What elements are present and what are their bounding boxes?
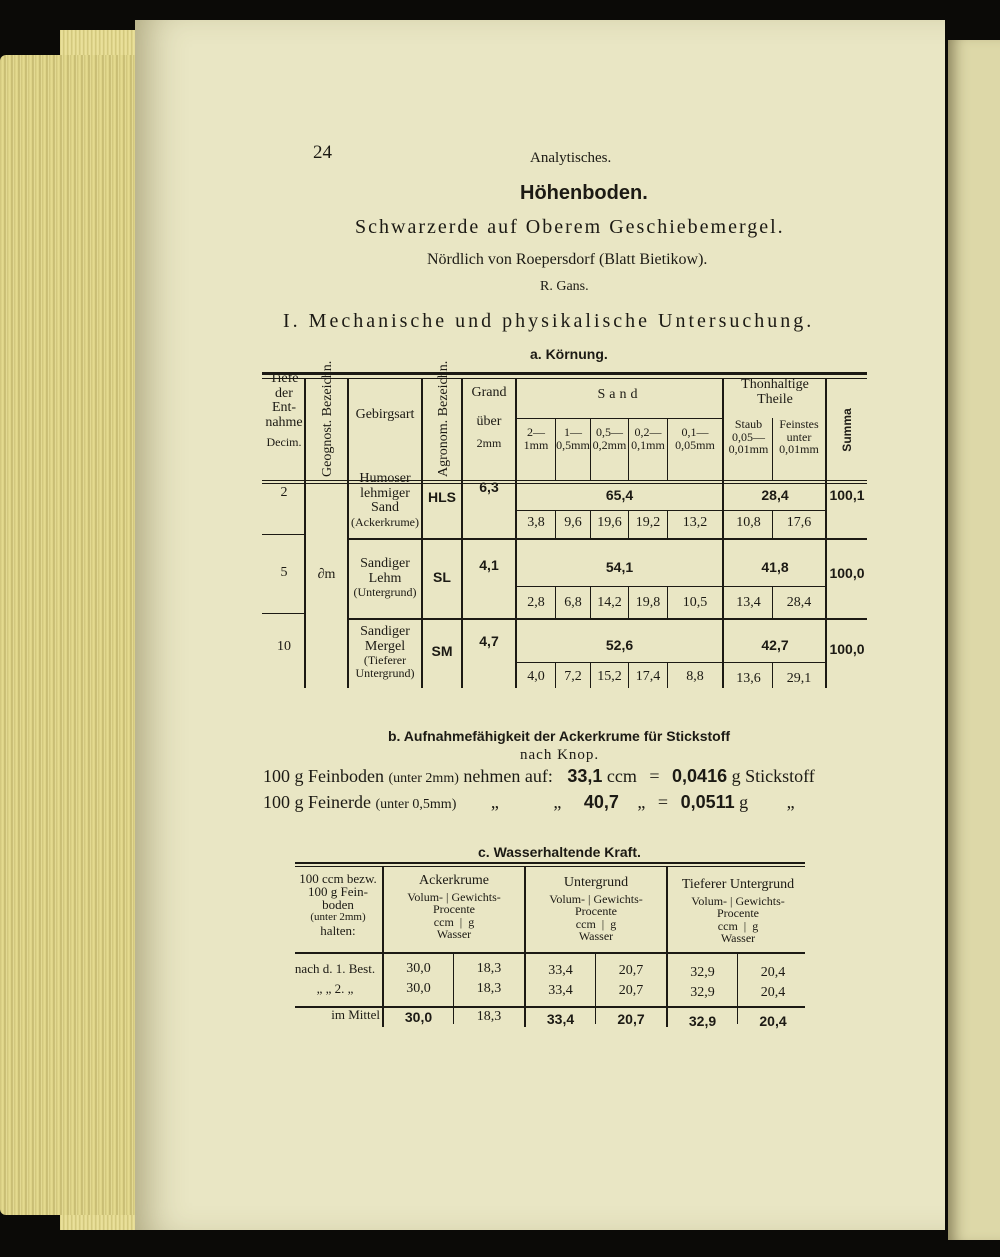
row1-geb-3: Sand xyxy=(371,500,399,516)
line1-h: g Stickstoff xyxy=(731,766,815,786)
row2-summa: 100,0 xyxy=(829,565,865,581)
c-r1-v4: 20,7 xyxy=(618,963,644,978)
row2-geb-1: Sandiger xyxy=(360,556,410,571)
header-sand-col5b: 0,05mm xyxy=(675,437,715,452)
location-line: Nördlich von Roepersdorf (Blatt Bietikow). xyxy=(427,251,708,268)
sub-gew-3: Gewichts- xyxy=(735,893,785,908)
sub-ccm-2: ccm xyxy=(575,916,596,931)
c-r2-v6: 20,4 xyxy=(760,985,786,1000)
running-head: Analytisches. xyxy=(530,150,612,166)
row1-sand-3: 19,6 xyxy=(597,515,622,530)
row2-staub: 13,4 xyxy=(736,595,761,610)
sub-volum-3: Volum- xyxy=(691,893,728,908)
nitrogen-line-2 xyxy=(263,792,795,813)
sub-g-2: g xyxy=(610,916,617,931)
header-tiefe-1: Tiefe xyxy=(269,371,299,386)
sub-volum-1: Volum- xyxy=(407,889,444,904)
row1-geb-2: lehmiger xyxy=(360,485,410,501)
sub-ccm-3: ccm xyxy=(717,918,738,933)
header-feinstes-3: 0,01mm xyxy=(779,442,819,457)
mean-label: im Mittel xyxy=(331,1007,380,1022)
row2-sand-total: 54,1 xyxy=(605,559,634,575)
header-agronom: Agronom. Bezeichn. xyxy=(436,360,451,477)
row2-geb-3: (Untergrund) xyxy=(353,585,417,600)
c-r2-v3: 33,4 xyxy=(548,983,573,998)
line2-c1: „ xyxy=(490,792,499,812)
row2-sand-1: 2,8 xyxy=(527,595,545,610)
table-c-caption: c. Wasserhaltende Kraft. xyxy=(478,844,641,860)
row2-agronom: SL xyxy=(433,569,451,585)
row1-sand-4: 19,2 xyxy=(635,515,661,530)
header-geognost: Geognost. Bezeichn. xyxy=(320,360,335,477)
row2-sand-3: 14,2 xyxy=(597,595,622,610)
analyst-name: R. Gans. xyxy=(540,279,589,294)
row3-geb-1: Sandiger xyxy=(360,624,410,639)
line2-h: g xyxy=(739,792,749,812)
row3-summa: 100,0 xyxy=(829,641,865,657)
section-b-caption: b. Aufnahmefähigkeit der Ackerkrume für Stickstoff xyxy=(388,728,731,744)
book-page-edges xyxy=(0,55,140,1215)
row-label-2: „ „ 2. „ xyxy=(316,981,354,996)
sub-ccm-1: ccm xyxy=(433,914,454,929)
row3-sand-5: 8,8 xyxy=(686,669,704,684)
line1-d: 33,1 xyxy=(567,766,603,786)
sub-wasser-3: Wasser xyxy=(720,931,756,946)
row3-sand-1: 4,0 xyxy=(527,669,545,684)
rowhead-5: halten: xyxy=(320,923,356,938)
sub-gew-1: Gewichts- xyxy=(451,889,501,904)
c-r1-v6: 20,4 xyxy=(760,965,786,980)
sub-wasser-1: Wasser xyxy=(436,927,472,942)
page-title: Höhenboden. xyxy=(520,182,648,204)
line2-e: „ xyxy=(637,792,646,812)
row2-sand-2: 6,8 xyxy=(564,595,582,610)
table-a-caption: a. Körnung. xyxy=(530,346,608,362)
line1-c: nehmen auf: xyxy=(463,766,553,786)
row3-grand: 4,7 xyxy=(479,633,499,649)
row2-grand: 4,1 xyxy=(479,557,499,573)
row1-geb-1: Humoser xyxy=(359,471,411,486)
row3-feinstes: 29,1 xyxy=(786,671,812,686)
line1-b: (unter 2mm) xyxy=(388,771,459,786)
header-feinstes-2: unter xyxy=(786,429,812,444)
sub-g-1: g xyxy=(468,914,475,929)
group-ackerkrume: Ackerkrume xyxy=(419,873,489,888)
group-tieferer: Tieferer Untergrund xyxy=(681,877,795,892)
header-sand-col3b: 0,2mm xyxy=(592,437,627,452)
section-heading: I. Mechanische und physikalische Untersuchung. xyxy=(283,310,815,332)
row-label-1: nach d. 1. Best. xyxy=(294,961,376,976)
sub-proc-3: Procente xyxy=(717,906,759,921)
line2-g: 0,0511 xyxy=(680,792,735,812)
rowhead-2: 100 g Fein- xyxy=(308,884,368,899)
header-sand-col2a: 1— xyxy=(564,425,582,439)
header-tiefe-4: nahme xyxy=(265,415,303,431)
row3-geb-4: Untergrund) xyxy=(355,665,415,680)
header-staub-1: Staub xyxy=(734,417,763,431)
header-grand: Grand xyxy=(471,385,507,400)
header-staub-2: 0,05— xyxy=(732,429,765,444)
line2-a: 100 g Feinerde xyxy=(263,792,371,812)
header-tiefe-3: Ent- xyxy=(271,400,297,416)
sub-gew-2: Gewichts- xyxy=(593,891,643,906)
c-r2-v5: 32,9 xyxy=(690,985,715,1000)
nitrogen-line-1 xyxy=(263,766,815,787)
row1-geb-4: (Ackerkrume) xyxy=(351,515,419,530)
header-sand-col1b: 1mm xyxy=(523,437,549,452)
row3-agronom: SM xyxy=(431,643,453,659)
row3-sand-4: 17,4 xyxy=(635,669,661,684)
line2-c2: „ xyxy=(553,792,562,812)
c-mean-v4: 20,7 xyxy=(617,1011,645,1027)
header-sand-col5a: 0,1— xyxy=(681,425,709,439)
header-grand-unit: 2mm xyxy=(476,436,502,451)
c-mean-v2: 18,3 xyxy=(476,1009,502,1024)
row1-staub: 10,8 xyxy=(736,515,761,530)
c-r2-v4: 20,7 xyxy=(618,983,644,998)
c-r1-v1: 30,0 xyxy=(406,961,431,976)
sub-proc-2: Procente xyxy=(575,904,617,919)
row1-sand-2: 9,6 xyxy=(564,515,582,530)
book-page: 24 Analytisches. Höhenboden. Schwarzerde auf Oberem Geschiebemergel. Nördlich von Roepersdorf (Blatt Bietikow). R. Gans. I. Mechanische und physikalische Untersuchung. a. Körnung. Tiefe der Ent- nahme Decim. Geognost. Bezeichn. Gebirgsart Agronom. Bezeichn. Grand über 2mm Sand 2— 1mm 1— 0,5mm 0,5— 0,2mm 0,2— 0,1mm 0,1— 0,05mm Thonhaltige Theile Staub 0,05— 0,01mm Feinstes unter 0,01mm Summa ∂m 2 Humoser lehmiger Sand (Ackerkrume) HLS 6,3 65,4 28,4 100,1 3,8 9,6 19,6 19,2 13,2 10,8 17,6 5 Sandiger Lehm (Untergrund) SL 4,1 54,1 41,8 100,0 2,8 6,8 14,2 19,8 10,5 13,4 28,4 10 Sandiger Mergel (Tieferer Untergrund) SM 4,7 52,6 42,7 100,0 4,0 7,2 15,2 17,4 8,8 13,6 29,1 b. Aufnahmefähigkeit der Ackerkrume für Stickstoff nach Knop. 100 g Feinboden (unter 2mm) nehmen auf: 33,1 ccm = 0,0416 g Stickstoff 100 g Feinerde (unter 0,5mm) „ „ 40,7 „ = 0,0511 g „ c. Wasserhaltende Kraft. 100 ccm bezw. 100 g Fein- boden (unter 2mm) halten: Ackerkrume Volum- | Gewichts- Procente ccm | g Wasser Untergrund Volum- | Gewichts- Procente ccm | g Wasser Tieferer Untergrund Volum- | Gewichts- Procente ccm | g Wasser nach d. 1. Best. 30,0 18,3 33,4 20,7 32,9 20,4 „ „ 2. „ 30,0 18,3 33,4 20,7 32,9 20,4 im Mittel 30,0 18,3 33,4 20,7 32,9 20,4 xyxy=(135,20,945,1230)
subtitle: Schwarzerde auf Oberem Geschiebemergel. xyxy=(355,216,785,238)
line1-f: = xyxy=(649,766,660,786)
row3-sand-2: 7,2 xyxy=(564,669,582,684)
row1-agronom: HLS xyxy=(428,489,456,505)
row3-depth: 10 xyxy=(277,639,291,654)
row1-depth: 2 xyxy=(280,485,288,500)
row2-sand-4: 19,8 xyxy=(635,595,661,610)
row1-sand-5: 13,2 xyxy=(682,515,708,530)
row1-sand-total: 65,4 xyxy=(605,487,634,503)
c-r1-v2: 18,3 xyxy=(476,961,502,976)
row3-thon-total: 42,7 xyxy=(761,637,789,653)
geognost-value: ∂m xyxy=(317,567,336,582)
row2-depth: 5 xyxy=(280,565,288,580)
header-sand: Sand xyxy=(597,387,642,402)
row1-grand: 6,3 xyxy=(479,479,499,495)
row1-feinstes: 17,6 xyxy=(786,515,812,530)
sub-wasser-2: Wasser xyxy=(578,929,614,944)
sub-volum-2: Volum- xyxy=(549,891,586,906)
row2-geb-2: Lehm xyxy=(368,570,402,586)
row3-sand-3: 15,2 xyxy=(597,669,622,684)
line2-d: 40,7 xyxy=(583,792,619,812)
row1-thon-total: 28,4 xyxy=(761,487,789,503)
line1-g: 0,0416 xyxy=(672,766,728,786)
group-untergrund: Untergrund xyxy=(563,875,629,890)
row2-thon-total: 41,8 xyxy=(761,559,789,575)
line2-b: (unter 0,5mm) xyxy=(375,797,457,812)
row1-summa: 100,1 xyxy=(829,487,865,503)
sub-g-3: g xyxy=(752,918,759,933)
row3-sand-total: 52,6 xyxy=(605,637,634,653)
row2-feinstes: 28,4 xyxy=(786,595,812,610)
header-tiefe-2: der xyxy=(275,385,293,401)
c-r1-v5: 32,9 xyxy=(690,965,715,980)
header-sand-col3a: 0,5— xyxy=(596,425,623,439)
header-staub-3: 0,01mm xyxy=(728,442,769,457)
c-mean-v5: 32,9 xyxy=(688,1013,717,1029)
section-b-sub: nach Knop. xyxy=(520,747,600,763)
c-r1-v3: 33,4 xyxy=(548,963,573,978)
rowhead-3: boden xyxy=(322,897,354,912)
c-mean-v3: 33,4 xyxy=(546,1011,575,1027)
row1-sand-1: 3,8 xyxy=(527,515,545,530)
row3-geb-2: Mergel xyxy=(364,638,406,654)
sub-proc-1: Procente xyxy=(433,902,475,917)
header-gebirgsart: Gebirgsart xyxy=(355,407,415,422)
page-number: 24 xyxy=(313,142,332,163)
c-r2-v2: 18,3 xyxy=(476,981,502,996)
header-feinstes-1: Feinstes xyxy=(779,417,819,431)
c-mean-v1: 30,0 xyxy=(404,1009,433,1025)
rowhead-1: 100 ccm bezw. xyxy=(299,871,377,886)
header-thon: Thonhaltige Theile xyxy=(741,377,809,407)
header-sand-col2b: 0,5mm xyxy=(556,437,590,452)
header-grand-sub: über xyxy=(476,413,502,429)
rowhead-4: (unter 2mm) xyxy=(310,911,366,923)
facing-page xyxy=(948,40,1000,1240)
row3-staub: 13,6 xyxy=(736,671,761,686)
header-tiefe-unit: Decim. xyxy=(266,434,302,449)
header-sand-col1a: 2— xyxy=(527,425,545,439)
row3-geb-3: (Tieferer xyxy=(363,653,407,668)
header-summa: Summa xyxy=(840,408,854,452)
line1-a: 100 g Feinboden xyxy=(263,766,384,786)
line2-i: „ xyxy=(786,792,795,812)
header-sand-col4b: 0,1mm xyxy=(631,437,665,452)
row2-sand-5: 10,5 xyxy=(682,595,708,610)
c-mean-v6: 20,4 xyxy=(759,1013,787,1029)
c-r2-v1: 30,0 xyxy=(406,981,431,996)
line2-f: = xyxy=(657,792,669,812)
line1-e: ccm xyxy=(606,766,637,786)
header-sand-col4a: 0,2— xyxy=(634,425,662,439)
